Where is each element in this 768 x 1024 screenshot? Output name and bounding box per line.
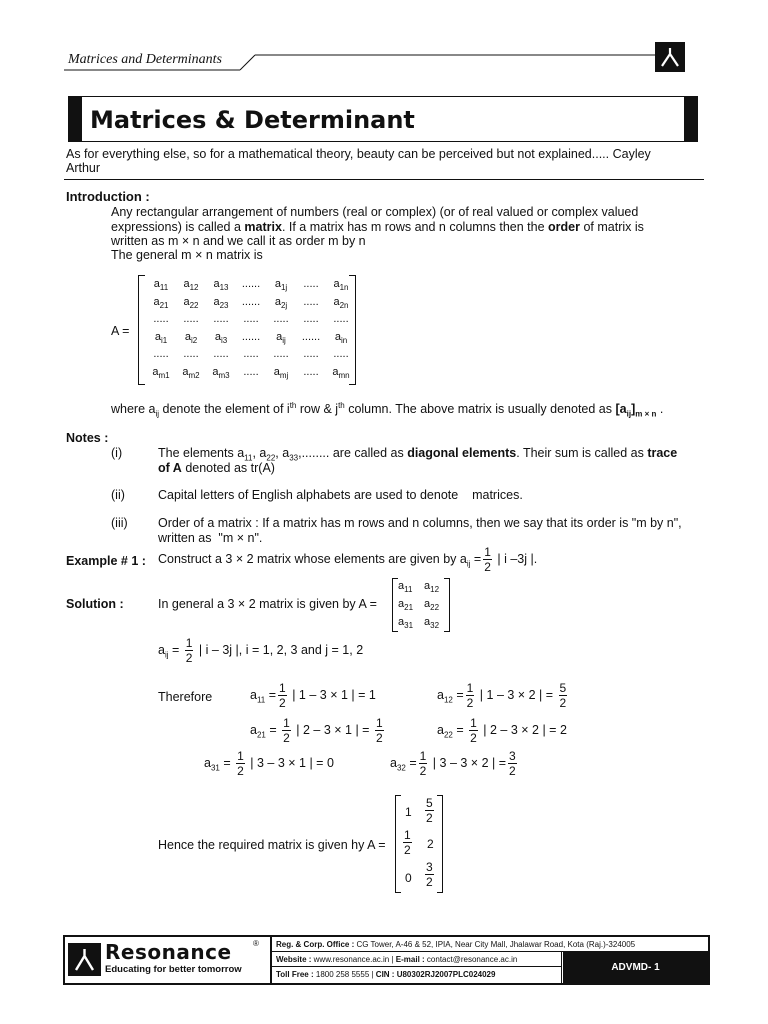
matrix-cell: $a_{i1}$ xyxy=(154,330,168,345)
example-tail: | i –3j |. xyxy=(493,551,538,566)
hence-text: Hence the required matrix is given hy A = xyxy=(158,838,386,852)
matrix-cell: $a_{23}$ xyxy=(213,295,229,310)
eq-a31-tail: | 3 – 3 × 1 | = 0 xyxy=(246,755,334,770)
email-link[interactable]: contact@resonance.ac.in xyxy=(426,955,518,964)
title-right-bar xyxy=(684,96,698,141)
g-a32: $a_{32}$ xyxy=(424,616,440,631)
matrix-cell: $a_{ij}$ xyxy=(276,330,286,345)
note-1-tr: denoted as tr(A) xyxy=(181,461,275,475)
logo-tagline: Educating for better tomorrow xyxy=(105,964,242,975)
matrix-cell: $a_{1j}$ xyxy=(274,278,288,293)
therefore-label: Therefore xyxy=(158,690,213,704)
matrix-cell: ..... xyxy=(183,348,199,360)
logo-registered: ® xyxy=(253,939,259,948)
note-1-line-2 xyxy=(158,461,275,475)
note-3-line-2: written as "m × n". xyxy=(158,531,263,545)
intro-line-1: Any rectangular arrangement of numbers (real or complex) (or of real valued or complex valued xyxy=(111,205,639,219)
eq-a12-tail: | 1 – 3 × 2 | = xyxy=(476,687,554,702)
quote-author: Arthur xyxy=(66,161,101,175)
matrix-cell: $a_{m3}$ xyxy=(212,365,230,380)
running-title: Matrices and Determinants xyxy=(68,52,222,67)
page-title: Matrices & Determinant xyxy=(90,106,415,134)
g-a11: $a_{11}$ xyxy=(398,580,413,595)
aij-formula: $a_{ij}$ = $\frac{1}{2}$ | i – 3j |, i = 1, 2, 3 and j = 1, 2 xyxy=(158,636,364,665)
note-1-trace: trace xyxy=(647,446,678,460)
r-21: $\frac{1}{2}$ xyxy=(404,828,411,857)
matrix-cell: ...... xyxy=(241,330,261,343)
note-1-f: . Their sum is called as xyxy=(516,446,648,460)
resonance-logo-icon xyxy=(68,943,101,976)
tollfree-number: 1800 258 5555 xyxy=(315,970,370,979)
matrix-cell: $a_{mn}$ xyxy=(332,365,350,380)
r-12: $\frac{5}{2}$ xyxy=(426,796,433,825)
note-1-ofa: of A xyxy=(158,461,182,475)
matrix-cell: ..... xyxy=(213,348,229,360)
g-a22: $a_{22}$ xyxy=(424,598,440,613)
website-label: Website : xyxy=(276,955,312,964)
eq-a11: $a_{11}$ = $\frac{1}{2}$ | 1 – 3 × 1 | = 1 xyxy=(250,681,376,710)
eq-a22-tail: | 2 – 3 × 2 | = 2 xyxy=(479,722,567,737)
matrix-cell: ..... xyxy=(273,348,289,360)
frac-half: $\frac{1}{2}$ xyxy=(484,545,491,574)
g-a12: $a_{12}$ xyxy=(424,580,440,595)
matrix-cell: ..... xyxy=(273,313,289,325)
r-right-bracket xyxy=(437,795,443,893)
r-32: $\frac{3}{2}$ xyxy=(426,860,433,889)
r-22: 2 xyxy=(427,837,434,851)
aij-notation: $[a_{ij}]_{m \times n}$ xyxy=(615,402,657,419)
intro-line-2c: . If a matrix has m rows and n columns then the xyxy=(281,220,549,234)
matrix-cell: $a_{13}$ xyxy=(213,278,229,293)
eq-a21: $a_{21}$ = $\frac{1}{2}$ | 2 – 3 × 1 | = $\frac{1}{2}$ xyxy=(250,716,383,745)
intro-heading: Introduction : xyxy=(66,189,150,204)
eq-a31: $a_{31}$ = $\frac{1}{2}$ | 3 – 3 × 1 | = 0 xyxy=(204,749,334,778)
note-3-num: (iii) xyxy=(111,516,128,530)
footer-website: Website : www.resonance.ac.in | E-mail : contact@resonance.ac.in xyxy=(272,952,562,967)
intro-matrix-word: matrix xyxy=(244,220,282,234)
where-c: row & j xyxy=(296,402,339,416)
footer-office xyxy=(272,937,708,952)
note-1-b: , a xyxy=(252,446,267,460)
website-link[interactable]: www.resonance.ac.in xyxy=(313,955,390,964)
where-th-1: th xyxy=(289,400,297,410)
matrix-cell: ...... xyxy=(301,330,321,343)
matrix-cell: ..... xyxy=(333,313,349,325)
where-b: denote the element of i xyxy=(159,402,290,416)
matrix-cell: $a_{m1}$ xyxy=(152,365,170,380)
matrix-cell: $a_{11}$ xyxy=(153,278,169,293)
matrix-cell: $a_{2n}$ xyxy=(333,295,349,310)
intro-line-2a: expressions) is called a xyxy=(111,220,245,234)
eq-a21-tail: | 2 – 3 × 1 | = xyxy=(292,722,370,737)
matrix-cell: ..... xyxy=(183,313,199,325)
matrix-cell: $a_{m2}$ xyxy=(182,365,200,380)
matrix-cell: ..... xyxy=(213,313,229,325)
note-3-line-1: Order of a matrix : If a matrix has m rows and n columns, then we say that its order is "m by n", xyxy=(158,516,682,530)
note-1-line-1: The elements $a_{11}$, $a_{22}$, $a_{33}$,........ are called as diagonal elements. Their sum is called as trace xyxy=(158,446,678,463)
matrix-cell: ..... xyxy=(303,348,319,360)
matrix-cell: ..... xyxy=(243,313,259,325)
eq-a12: $a_{12}$ = $\frac{1}{2}$ | 1 – 3 × 2 | = $\frac{5}{2}$ xyxy=(437,681,567,710)
note-2-text: Capital letters of English alphabets are used to denote matrices. xyxy=(158,488,523,502)
cin-number: U80302RJ2007PLC024029 xyxy=(396,970,496,979)
eq-a32: $a_{32}$ = $\frac{1}{2}$ | 3 – 3 × 2 | = $\frac{3}{2}$ xyxy=(390,749,516,778)
matrix-cell: ..... xyxy=(303,313,319,325)
intro-line-2 xyxy=(111,220,644,234)
resonance-mark-icon xyxy=(655,42,685,72)
matrix-cell: ..... xyxy=(243,348,259,360)
office-label: Reg. & Corp. Office : xyxy=(276,940,355,949)
matrix-cell: $a_{2j}$ xyxy=(274,295,288,310)
aij-tail: | i – 3j |, i = 1, 2, 3 and j = 1, 2 xyxy=(195,642,364,657)
note-1-d: ,........ are called as xyxy=(298,446,408,460)
logo-text: Resonance xyxy=(105,940,232,964)
office-address: CG Tower, A-46 & 52, IPIA, Near City Mall, Jhalawar Road, Kota (Raj.)-324005 xyxy=(356,940,636,949)
footer-logo-box xyxy=(65,937,272,983)
note-1-diag: diagonal elements xyxy=(407,446,517,460)
intro-order-word: order xyxy=(548,220,580,234)
quote: As for everything else, so for a mathematical theory, beauty can be perceived but not explained..... Cayley xyxy=(66,147,651,161)
eq-a32-tail: | 3 – 3 × 2 | = xyxy=(429,755,507,770)
solution-label: Solution : xyxy=(66,597,124,611)
note-1-num: (i) xyxy=(111,446,123,460)
intro-line-2e: of matrix is xyxy=(579,220,644,234)
matrix-cell: ..... xyxy=(153,313,169,325)
r-31: 0 xyxy=(405,871,412,885)
general-matrix xyxy=(138,275,356,385)
note-1-a: The elements a xyxy=(158,446,245,460)
g-right-bracket xyxy=(444,578,450,632)
where-a: where a xyxy=(111,402,156,416)
matrix-cell: ...... xyxy=(241,295,261,308)
cin-label: CIN : xyxy=(375,970,395,979)
title-left-bar xyxy=(68,96,82,141)
matrix-cell: $a_{1n}$ xyxy=(333,278,349,293)
r-11: 1 xyxy=(405,805,412,819)
matrix-cell: $a_{in}$ xyxy=(334,330,348,345)
matrix-cell: ..... xyxy=(153,348,169,360)
eq-a22: $a_{22}$ = $\frac{1}{2}$ | 2 – 3 × 2 | = 2 xyxy=(437,716,567,745)
matrix-cell: ..... xyxy=(303,278,319,290)
where-line: where $a_{ij}$ denote the element of $i^{th}$ row & $j^{th}$ column. The above matrix is usually denoted as $[a_{ij}]_{m \times n}$ . xyxy=(111,400,664,419)
matrix-cell: ...... xyxy=(241,278,261,290)
solution-text: In general a 3 × 2 matrix is given by A = xyxy=(158,597,377,611)
g-a21: $a_{21}$ xyxy=(398,598,414,613)
example-text: Construct a 3 × 2 matrix whose elements are given by $a_{ij}$ = $\frac{1}{2}$ | i –3j |. xyxy=(158,545,538,574)
example-main: Construct a 3 × 2 matrix whose elements are given by a xyxy=(158,551,467,566)
matrix-cell: ..... xyxy=(303,365,319,378)
page-code: ADVMD- 1 xyxy=(563,952,708,983)
matrix-cell: ..... xyxy=(333,348,349,360)
g-a31: $a_{31}$ xyxy=(398,616,414,631)
eq-a11-tail: | 1 – 3 × 1 | = 1 xyxy=(288,687,376,702)
matrix-cell: $a_{12}$ xyxy=(183,278,199,293)
tollfree-label: Toll Free : xyxy=(276,970,314,979)
matrix-left-bracket xyxy=(138,275,145,385)
notes-heading: Notes : xyxy=(66,431,109,445)
note-2-num: (ii) xyxy=(111,488,125,502)
intro-line-3: written as m × n and we call it as order m by n xyxy=(111,234,366,248)
example-label: Example # 1 : xyxy=(66,554,146,568)
matrix-cell: $a_{i3}$ xyxy=(214,330,228,345)
email-label: E-mail : xyxy=(395,955,425,964)
matrix-cell: ..... xyxy=(243,365,259,378)
general-3x2-matrix xyxy=(392,578,450,632)
matrix-cell: ..... xyxy=(303,295,319,308)
note-1-c: , a xyxy=(275,446,290,460)
matrix-cell: $a_{21}$ xyxy=(153,295,169,310)
intro-line-4: The general m × n matrix is xyxy=(111,248,263,262)
result-matrix xyxy=(395,795,443,893)
where-d: column. The above matrix is usually denoted as xyxy=(344,402,616,416)
header-rule xyxy=(60,50,720,74)
where-sub-1: ij xyxy=(155,409,160,419)
matrix-cell: $a_{mj}$ xyxy=(273,365,289,380)
footer-tollfree: Toll Free : 1800 258 5555 | CIN : U80302RJ2007PLC024029 xyxy=(272,967,562,983)
matrix-a-label: A = xyxy=(111,324,130,338)
matrix-cell: $a_{i2}$ xyxy=(184,330,198,345)
matrix-cell: $a_{22}$ xyxy=(183,295,199,310)
footer xyxy=(63,935,710,985)
where-th-2: th xyxy=(338,400,345,410)
quote-rule xyxy=(64,179,704,180)
